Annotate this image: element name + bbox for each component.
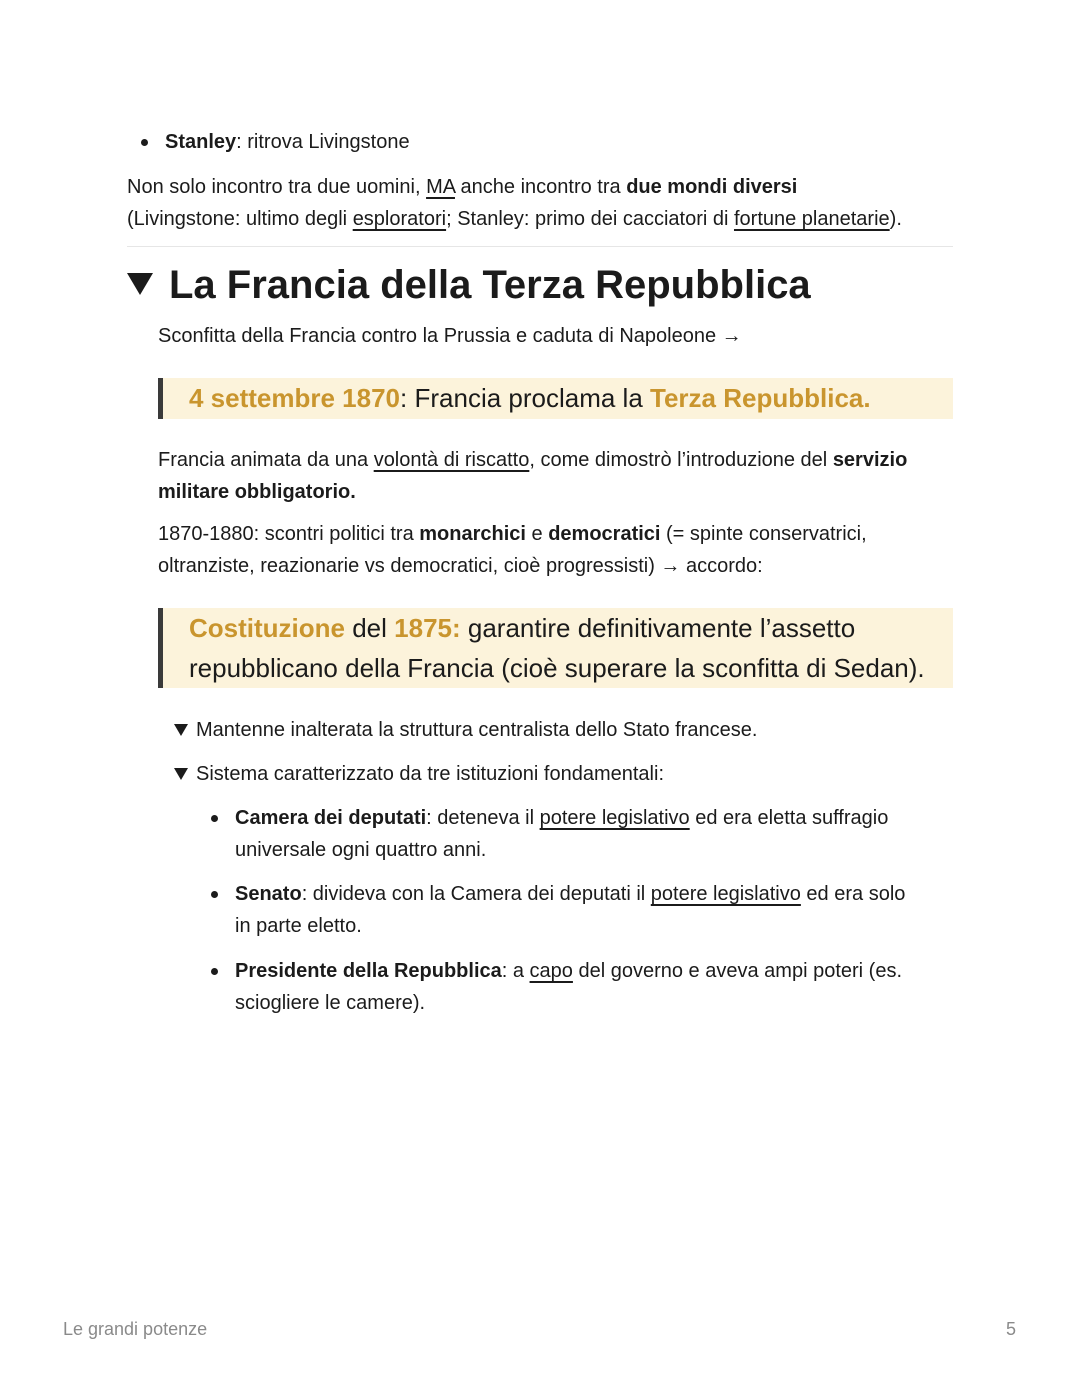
divider	[127, 246, 953, 247]
toggle-triangle-icon[interactable]	[174, 724, 188, 736]
list-item-camera-line2: universale ogni quattro anni.	[235, 839, 487, 861]
list-item-senato-line2: in parte eletto.	[235, 915, 362, 937]
toggle-item-istituzioni: Sistema caratterizzato da tre istituzioni fondamentali:	[196, 763, 664, 785]
callout2-line-2: repubblicano della Francia (cioè superare la sconfitta di Sedan).	[189, 653, 925, 683]
underlined-ma: MA	[426, 176, 455, 198]
bullet-dot	[211, 968, 218, 975]
callout2-line-1: Costituzione del 1875: garantire definitivamente l’assetto	[189, 613, 856, 643]
heading-text: La Francia della Terza Repubblica	[169, 263, 811, 307]
underlined-esploratori: esploratori	[352, 208, 447, 230]
underlined-riscatto: volontà di riscatto	[373, 449, 530, 471]
list-item-camera: Camera dei deputati: deteneva il potere legislativo ed era eletta suffragio	[235, 807, 889, 829]
bullet-text: : ritrova Livingstone	[236, 131, 410, 153]
intro-line-2: (Livingstone: ultimo degli esploratori; Stanley: primo dei cacciatori di fortune planetarie).	[127, 208, 902, 230]
intro-line-1: Non solo incontro tra due uomini, MA anche incontro tra due mondi diversi	[127, 176, 798, 198]
bullet-dot	[211, 815, 218, 822]
list-item-presidente-line2: sciogliere le camere).	[235, 992, 426, 1014]
footer-title: Le grandi potenze	[63, 1319, 208, 1339]
scontri-line-2: oltranziste, reazionarie vs democratici, cioè progressisti) → accordo:	[158, 555, 763, 577]
toggle-triangle-icon[interactable]	[174, 768, 188, 780]
sconfitta-text: Sconfitta della Francia contro la Prussia e caduta di Napoleone →	[158, 325, 742, 347]
toggle-item-centralista: Mantenne inalterata la struttura centralista dello Stato francese.	[196, 719, 758, 741]
riscatto-line-1: Francia animata da una volontà di riscatto, come dimostrò l’introduzione del servizio	[158, 449, 908, 471]
bullet-stanley	[165, 126, 410, 158]
section-heading[interactable]	[127, 258, 811, 312]
list-item-senato: Senato: divideva con la Camera dei deputati il potere legislativo ed era solo	[235, 883, 906, 905]
bullet-dot	[141, 139, 148, 146]
underlined-fortune: fortune planetarie	[733, 208, 890, 230]
riscatto-line-2: militare obbligatorio.	[158, 481, 356, 503]
scontri-line-1: 1870-1880: scontri politici tra monarchici e democratici (= spinte conservatrici,	[158, 523, 867, 545]
callout-date: 4 settembre 1870	[189, 383, 401, 413]
list-item-presidente: Presidente della Repubblica: a capo del governo e aveva ampi poteri (es.	[235, 960, 902, 982]
bullet-dot	[211, 891, 218, 898]
callout-costituzione	[158, 608, 953, 688]
toggle-triangle-icon[interactable]	[127, 273, 153, 295]
page-number: 5	[1006, 1319, 1017, 1339]
callout-terza-repubblica: 4 settembre 1870: Francia proclama la Terza Repubblica.	[158, 378, 953, 419]
bullet-term: Stanley	[165, 131, 237, 153]
